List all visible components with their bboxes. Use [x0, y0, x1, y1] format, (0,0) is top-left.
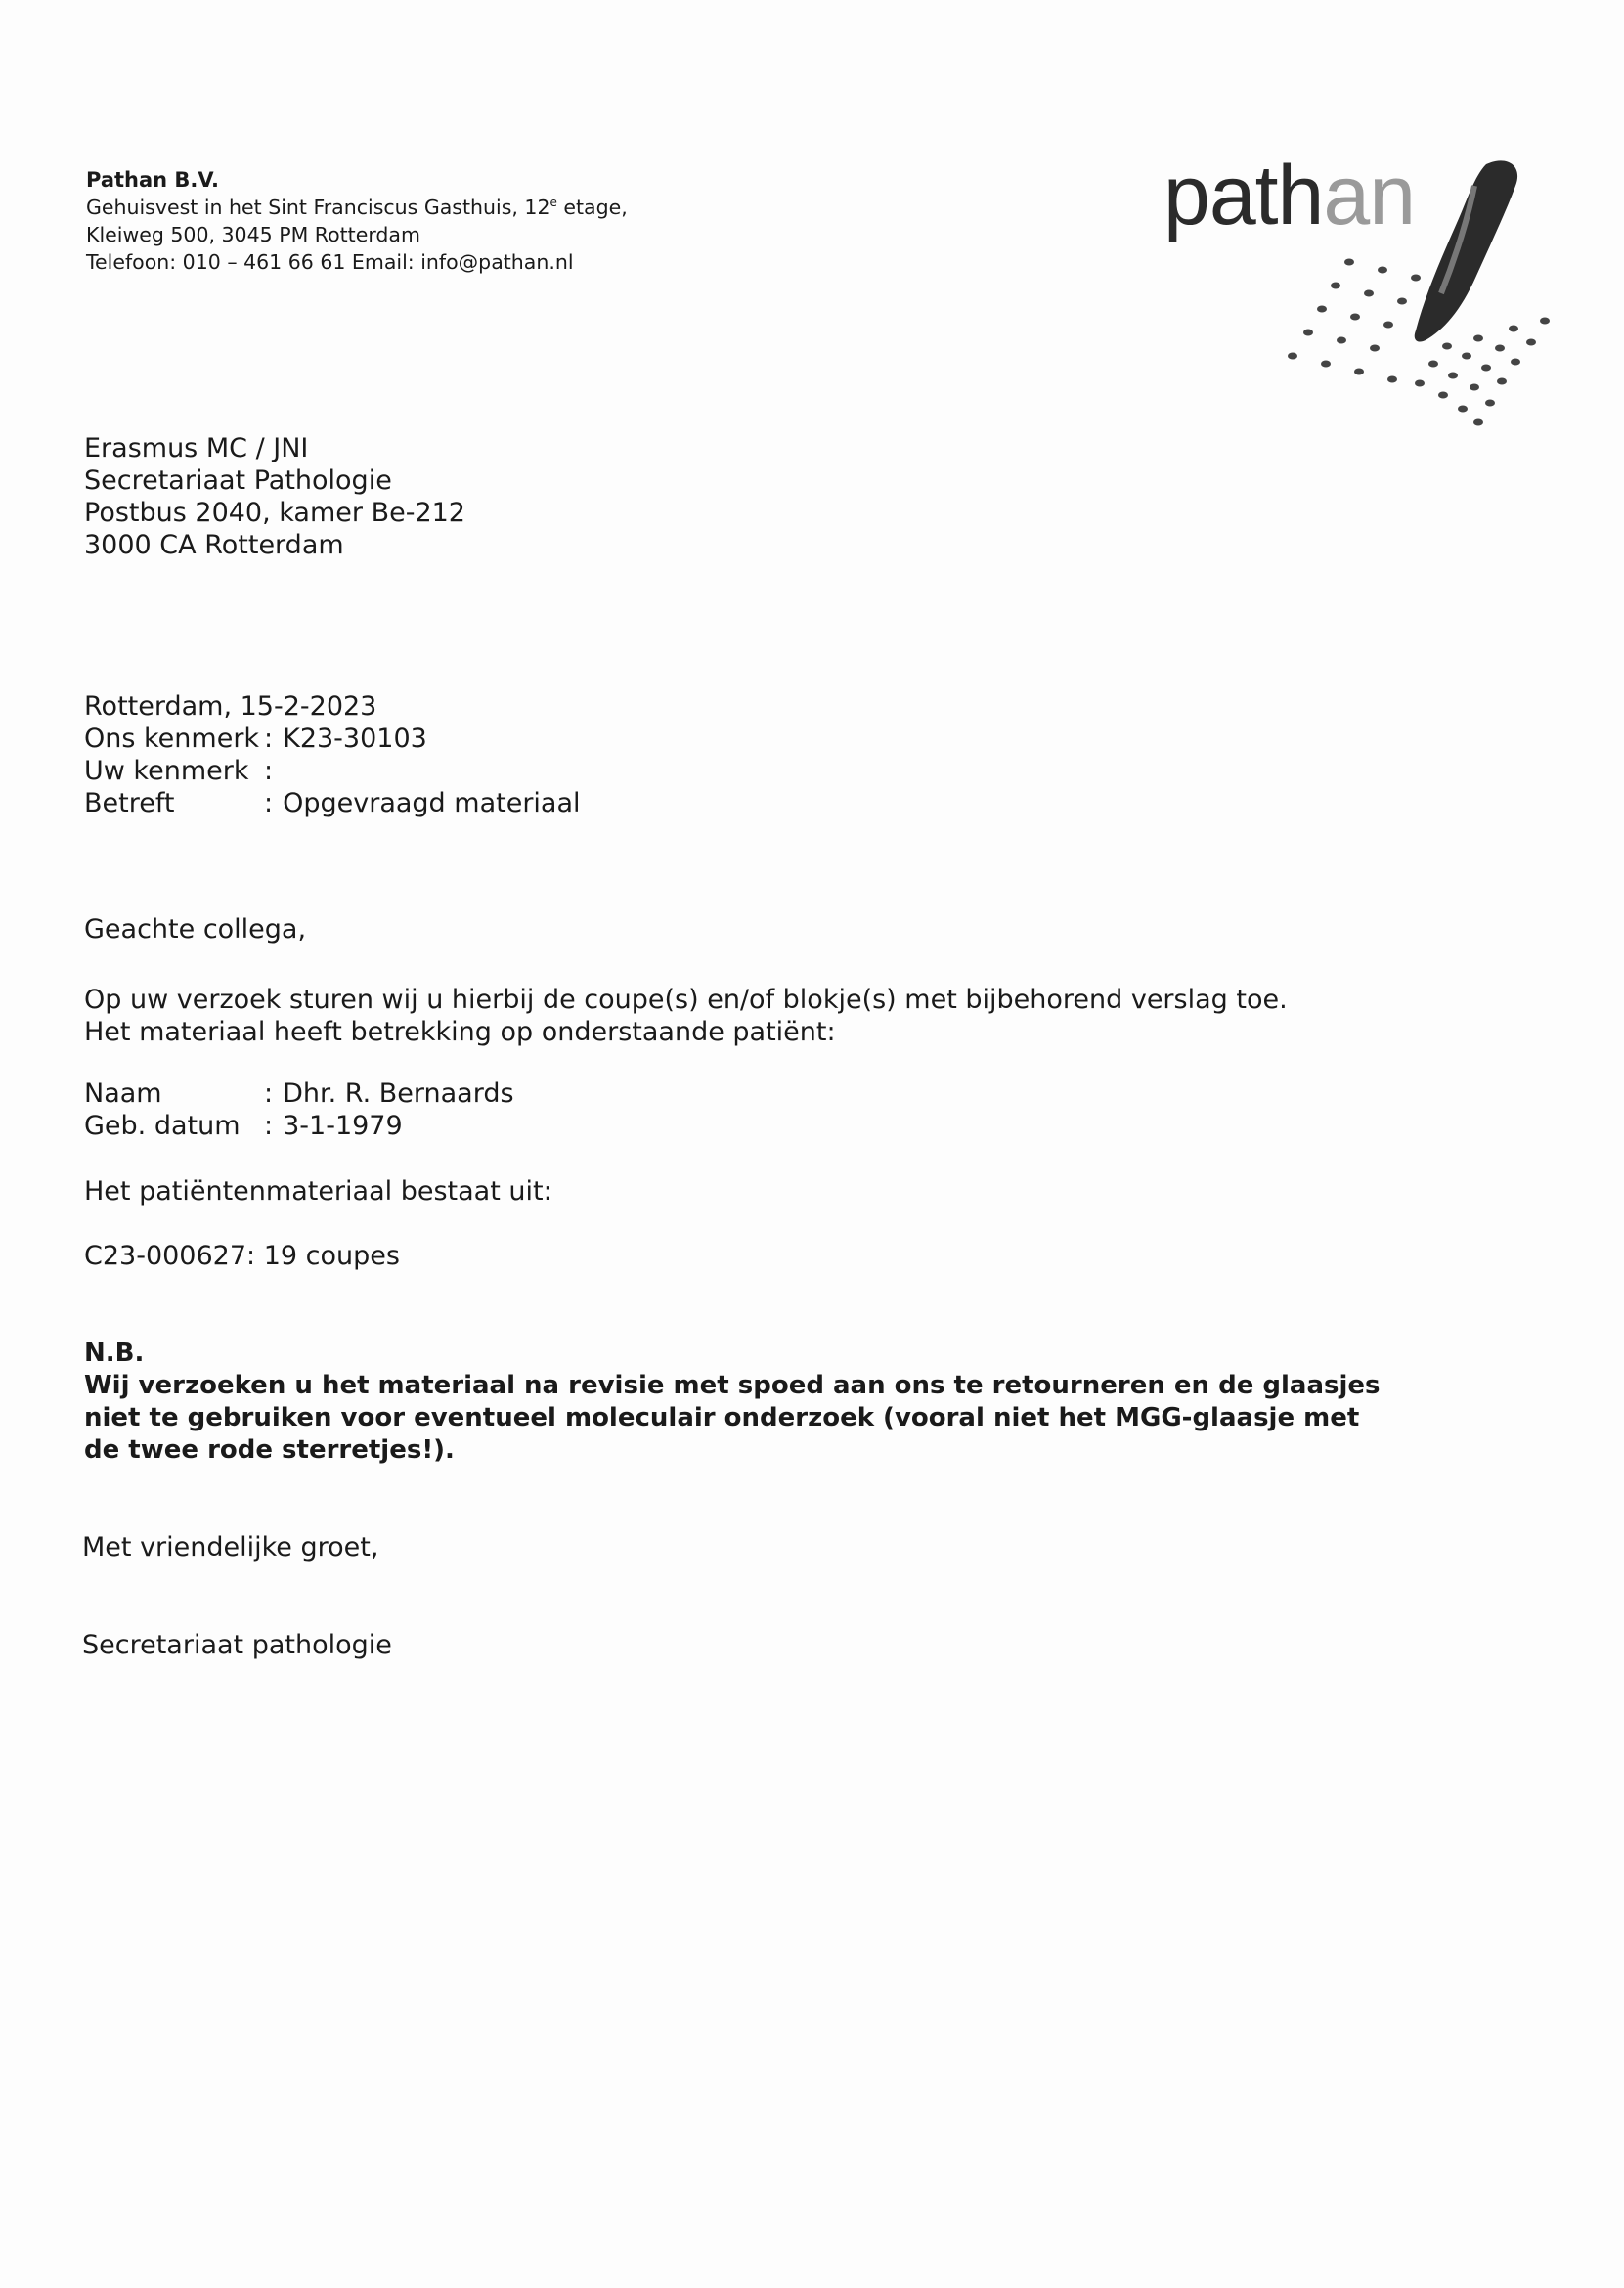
sender-address-line2: Kleiweg 500, 3045 PM Rotterdam: [86, 223, 420, 246]
sender-block: [86, 166, 628, 276]
salutation: Geachte collega,: [84, 914, 307, 945]
patient-name-value: Dhr. R. Bernaards: [283, 1078, 514, 1109]
patient-dob-value: 3-1-1979: [283, 1111, 403, 1141]
logo-wordmark: pathan: [1163, 149, 1416, 242]
logo-pen-icon: [1163, 147, 1555, 430]
ons-kenmerk-row: Ons kenmerk : K23-30103: [84, 724, 427, 754]
intro-paragraph: [84, 984, 1288, 1048]
patient-dob-label: Geb. datum: [84, 1111, 241, 1141]
betreft-label: Betreft: [84, 788, 175, 818]
recipient-line3: Postbus 2040, kamer Be-212: [84, 498, 465, 528]
nb-notice: [84, 1338, 1472, 1467]
ons-kenmerk-value: K23-30103: [283, 724, 427, 754]
nb-line2: niet te gebruiken voor eventueel moleculair onderzoek (vooral niet het MGG-glaasje met: [84, 1403, 1360, 1432]
uw-kenmerk-label: Uw kenmerk: [84, 756, 249, 786]
material-intro: Het patiëntenmateriaal bestaat uit:: [84, 1176, 552, 1207]
pathan-logo: [1163, 147, 1555, 430]
intro-line2: Het materiaal heeft betrekking op onderstaande patiënt:: [84, 1017, 836, 1047]
recipient-line1: Erasmus MC / JNI: [84, 433, 309, 463]
letter-meta: [84, 690, 581, 819]
patient-name-label: Naam: [84, 1078, 162, 1109]
ons-kenmerk-label: Ons kenmerk: [84, 724, 260, 754]
patient-info: [84, 1078, 514, 1142]
patient-name-row: Naam : Dhr. R. Bernaards: [84, 1078, 514, 1109]
sender-address-line1: Gehuisvest in het Sint Franciscus Gasthuis, 12e etage,: [86, 196, 628, 219]
uw-kenmerk-row: Uw kenmerk :: [84, 756, 274, 786]
signature: Secretariaat pathologie: [82, 1630, 392, 1660]
sender-contact-line: Telefoon: 010 – 461 66 61 Email: info@pathan.nl: [86, 250, 574, 274]
closing-greeting: Met vriendelijke groet,: [82, 1532, 379, 1562]
nb-line1: Wij verzoeken u het materiaal na revisie met spoed aan ons te retourneren en de glaasjes: [84, 1371, 1381, 1400]
nb-title: N.B.: [84, 1339, 145, 1368]
recipient-address: [84, 432, 465, 561]
nb-line3: de twee rode sterretjes!).: [84, 1435, 455, 1465]
sender-company: Pathan B.V.: [86, 168, 219, 192]
betreft-value: Opgevraagd materiaal: [283, 788, 581, 818]
patient-dob-row: Geb. datum : 3-1-1979: [84, 1111, 403, 1141]
material-item: C23-000627: 19 coupes: [84, 1241, 400, 1271]
betreft-row: Betreft : Opgevraagd materiaal: [84, 788, 581, 818]
recipient-line2: Secretariaat Pathologie: [84, 465, 392, 496]
recipient-line4: 3000 CA Rotterdam: [84, 530, 344, 560]
place-date: Rotterdam, 15-2-2023: [84, 691, 377, 722]
intro-line1: Op uw verzoek sturen wij u hierbij de coupe(s) en/of blokje(s) met bijbehorend verslag toe.: [84, 985, 1288, 1015]
